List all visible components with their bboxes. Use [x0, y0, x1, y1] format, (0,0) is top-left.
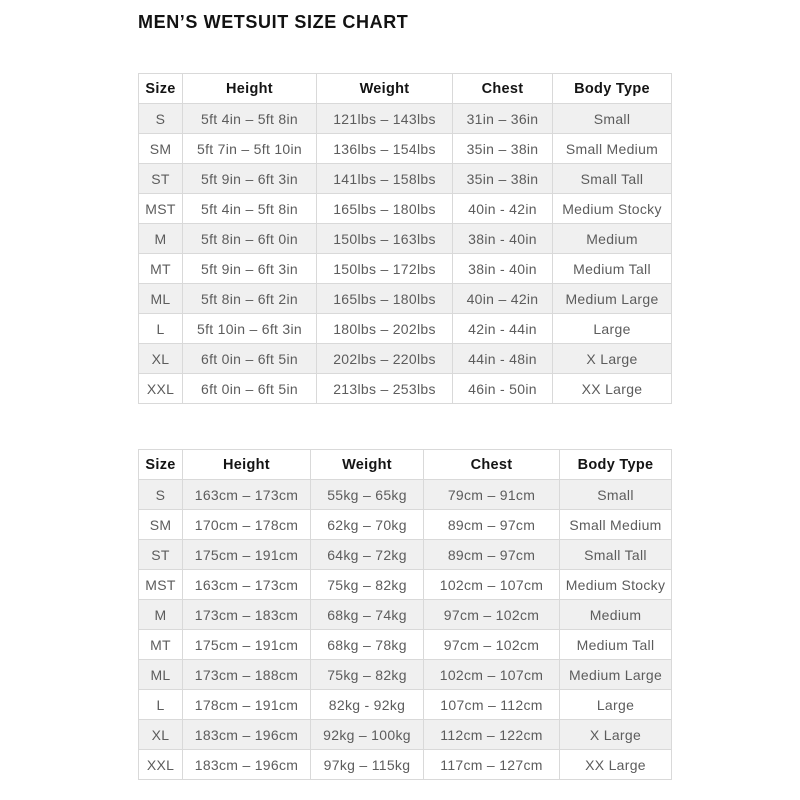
table-cell: 97kg – 115kg — [311, 750, 424, 780]
table-header-row — [139, 74, 672, 104]
table-cell: X Large — [560, 720, 672, 750]
table-cell: 6ft 0in – 6ft 5in — [183, 344, 317, 374]
table-cell: Large — [560, 690, 672, 720]
table-cell: 112cm – 122cm — [424, 720, 560, 750]
page-title: MEN’S WETSUIT SIZE CHART — [138, 12, 409, 32]
table-cell: L — [139, 690, 183, 720]
table-row — [139, 194, 672, 224]
table-cell: 97cm – 102cm — [424, 630, 560, 660]
table-row — [139, 374, 672, 404]
table-cell: 102cm – 107cm — [424, 570, 560, 600]
table-cell: XL — [139, 720, 183, 750]
table-cell: 173cm – 183cm — [183, 600, 311, 630]
column-header-weight: Weight — [317, 74, 453, 104]
table-row — [139, 750, 672, 780]
table-cell: Small — [560, 480, 672, 510]
table-row — [139, 224, 672, 254]
table-cell: 136lbs – 154lbs — [317, 134, 453, 164]
column-header-body-type: Body Type — [560, 450, 672, 480]
table-cell: Large — [553, 314, 672, 344]
table-cell: 117cm – 127cm — [424, 750, 560, 780]
table-cell: Small Medium — [553, 134, 672, 164]
table-row — [139, 254, 672, 284]
table-row — [139, 570, 672, 600]
table-cell: ST — [139, 164, 183, 194]
page-content — [138, 12, 671, 780]
metric-size-table — [138, 449, 672, 780]
table-cell: 64kg – 72kg — [311, 540, 424, 570]
table-cell: 213lbs – 253lbs — [317, 374, 453, 404]
table-row — [139, 134, 672, 164]
table-cell: 5ft 10in – 6ft 3in — [183, 314, 317, 344]
column-header-weight: Weight — [311, 450, 424, 480]
imperial-table-body — [139, 104, 672, 404]
table-cell: 102cm – 107cm — [424, 660, 560, 690]
table-cell: Medium Tall — [553, 254, 672, 284]
table-cell: 173cm – 188cm — [183, 660, 311, 690]
table-cell: Medium Large — [553, 284, 672, 314]
table-cell: 5ft 4in – 5ft 8in — [183, 104, 317, 134]
table-cell: 183cm – 196cm — [183, 750, 311, 780]
table-cell: 170cm – 178cm — [183, 510, 311, 540]
table-row — [139, 690, 672, 720]
table-cell: 62kg – 70kg — [311, 510, 424, 540]
table-cell: ML — [139, 660, 183, 690]
table-row — [139, 344, 672, 374]
table-cell: Medium — [560, 600, 672, 630]
table-cell: 40in – 42in — [453, 284, 553, 314]
table-cell: 5ft 4in – 5ft 8in — [183, 194, 317, 224]
table-cell: S — [139, 480, 183, 510]
table-cell: Medium Stocky — [553, 194, 672, 224]
table-row — [139, 630, 672, 660]
table-row — [139, 540, 672, 570]
column-header-height: Height — [183, 450, 311, 480]
table-cell: SM — [139, 134, 183, 164]
column-header-size: Size — [139, 74, 183, 104]
table-cell: 141lbs – 158lbs — [317, 164, 453, 194]
table-cell: 97cm – 102cm — [424, 600, 560, 630]
table-cell: Medium Tall — [560, 630, 672, 660]
table-cell: XX Large — [560, 750, 672, 780]
table-cell: XX Large — [553, 374, 672, 404]
table-cell: 150lbs – 163lbs — [317, 224, 453, 254]
table-cell: Small Tall — [553, 164, 672, 194]
table-row — [139, 284, 672, 314]
table-row — [139, 720, 672, 750]
table-cell: Small Medium — [560, 510, 672, 540]
column-header-chest: Chest — [453, 74, 553, 104]
table-row — [139, 104, 672, 134]
table-cell: 55kg – 65kg — [311, 480, 424, 510]
column-header-body-type: Body Type — [553, 74, 672, 104]
table-cell: Medium Large — [560, 660, 672, 690]
column-header-chest: Chest — [424, 450, 560, 480]
table-cell: 89cm – 97cm — [424, 510, 560, 540]
table-cell: M — [139, 224, 183, 254]
table-cell: MT — [139, 630, 183, 660]
table-cell: 35in – 38in — [453, 134, 553, 164]
table-cell: 5ft 8in – 6ft 2in — [183, 284, 317, 314]
table-cell: 175cm – 191cm — [183, 540, 311, 570]
table-cell: 68kg – 74kg — [311, 600, 424, 630]
column-header-height: Height — [183, 74, 317, 104]
table-cell: 5ft 9in – 6ft 3in — [183, 254, 317, 284]
table-cell: 31in – 36in — [453, 104, 553, 134]
table-cell: ML — [139, 284, 183, 314]
table-cell: 163cm – 173cm — [183, 480, 311, 510]
table-cell: 92kg – 100kg — [311, 720, 424, 750]
table-cell: XXL — [139, 750, 183, 780]
table-row — [139, 660, 672, 690]
table-cell: ST — [139, 540, 183, 570]
table-row — [139, 480, 672, 510]
table-cell: 202lbs – 220lbs — [317, 344, 453, 374]
table-cell: 6ft 0in – 6ft 5in — [183, 374, 317, 404]
table-cell: 175cm – 191cm — [183, 630, 311, 660]
table-cell: 178cm – 191cm — [183, 690, 311, 720]
table-cell: Medium Stocky — [560, 570, 672, 600]
table-cell: 165lbs – 180lbs — [317, 194, 453, 224]
table-cell: XXL — [139, 374, 183, 404]
table-cell: 68kg – 78kg — [311, 630, 424, 660]
table-row — [139, 600, 672, 630]
metric-table-body — [139, 480, 672, 780]
table-cell: 163cm – 173cm — [183, 570, 311, 600]
table-cell: 5ft 8in – 6ft 0in — [183, 224, 317, 254]
table-row — [139, 510, 672, 540]
table-cell: 75kg – 82kg — [311, 660, 424, 690]
table-cell: Small Tall — [560, 540, 672, 570]
table-cell: 5ft 9in – 6ft 3in — [183, 164, 317, 194]
table-cell: 46in - 50in — [453, 374, 553, 404]
table-cell: 44in - 48in — [453, 344, 553, 374]
imperial-table-header — [139, 74, 672, 104]
table-cell: 79cm – 91cm — [424, 480, 560, 510]
table-row — [139, 314, 672, 344]
imperial-size-table — [138, 73, 672, 404]
table-row — [139, 164, 672, 194]
table-cell: M — [139, 600, 183, 630]
table-cell: Small — [553, 104, 672, 134]
table-cell: S — [139, 104, 183, 134]
table-cell: 38in - 40in — [453, 254, 553, 284]
table-cell: 150lbs – 172lbs — [317, 254, 453, 284]
table-cell: XL — [139, 344, 183, 374]
table-cell: SM — [139, 510, 183, 540]
table-cell: 40in - 42in — [453, 194, 553, 224]
table-cell: 42in - 44in — [453, 314, 553, 344]
table-cell: 121lbs – 143lbs — [317, 104, 453, 134]
table-cell: Medium — [553, 224, 672, 254]
table-cell: 89cm – 97cm — [424, 540, 560, 570]
table-cell: 107cm – 112cm — [424, 690, 560, 720]
table-cell: 183cm – 196cm — [183, 720, 311, 750]
table-cell: MT — [139, 254, 183, 284]
table-header-row — [139, 450, 672, 480]
table-cell: 180lbs – 202lbs — [317, 314, 453, 344]
table-cell: 35in – 38in — [453, 164, 553, 194]
column-header-size: Size — [139, 450, 183, 480]
table-cell: 38in - 40in — [453, 224, 553, 254]
table-cell: X Large — [553, 344, 672, 374]
table-cell: 75kg – 82kg — [311, 570, 424, 600]
metric-table-header — [139, 450, 672, 480]
table-cell: MST — [139, 194, 183, 224]
table-cell: 82kg - 92kg — [311, 690, 424, 720]
table-cell: MST — [139, 570, 183, 600]
table-cell: L — [139, 314, 183, 344]
table-cell: 165lbs – 180lbs — [317, 284, 453, 314]
table-cell: 5ft 7in – 5ft 10in — [183, 134, 317, 164]
